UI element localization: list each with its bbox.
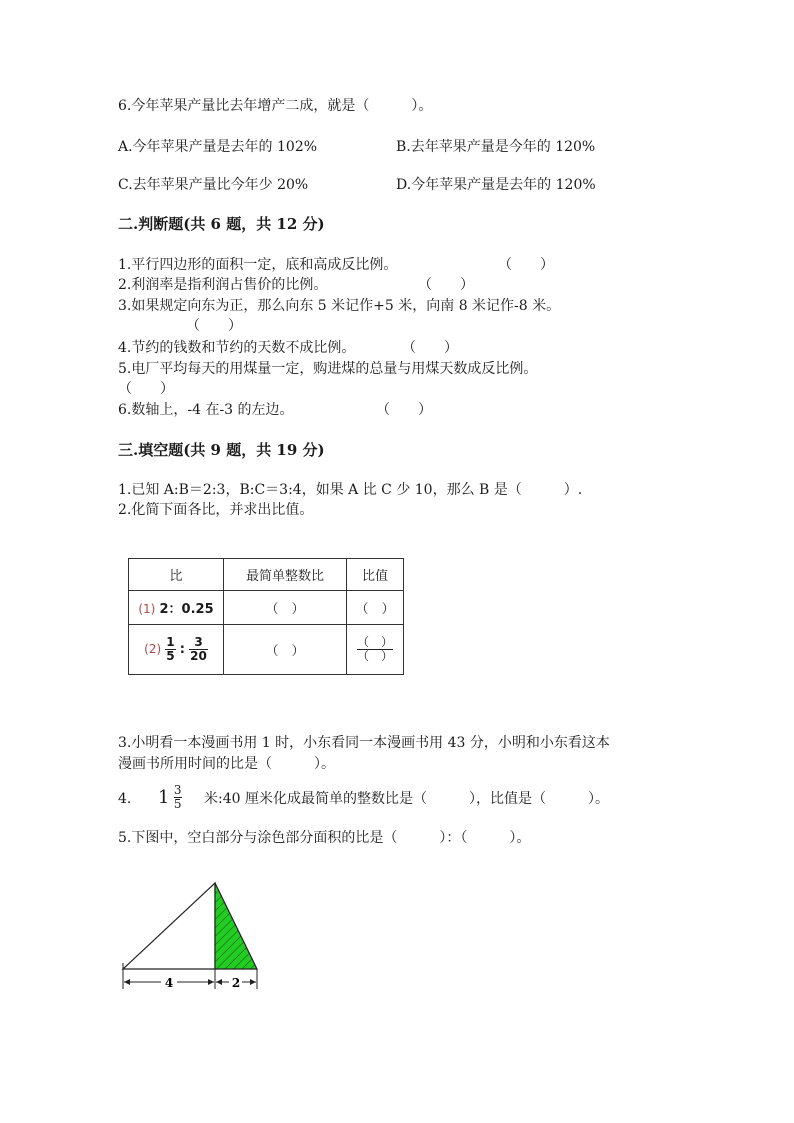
row-1-value-blank: （ ） [347,591,404,625]
section-2-title: 二.判断题(共 6 题，共 12 分) [118,215,325,233]
header-simplest-ratio: 最简单整数比 [224,559,347,591]
row-2-ratio-cell [129,625,224,675]
row-2-simplest-blank: （ ） [224,625,347,675]
fraction-three-twentieths: $\frac{3}{20}$ [190,635,207,663]
row-1-ratio-cell [129,591,224,625]
row-1-ratio: 2：0.25 [159,602,214,617]
fill-question-3-line1: 3.小明看一本漫画书用 1 时，小东看同一本漫画书用 43 分，小明和小东看这本 [118,735,610,751]
arrow-left-start [124,979,130,985]
value-fraction-blank: （ ） （ ） [356,635,393,663]
judge-item-6: 6.数轴上，-4 在-3 的左边。 [118,402,294,418]
judge-item-4: 4.节约的钱数和节约的天数不成比例。 [118,340,356,356]
fill-question-3-line2: 漫画书所用时间的比是（ ）。 [118,756,335,772]
header-ratio: 比 [129,559,224,591]
mixed-number: 1 $\frac{3}{5}$ [158,783,182,811]
row-1-simplest-blank: （ ） [224,591,347,625]
judge-blank-3: （ ） [186,318,242,334]
judge-item-3: 3.如果规定向东为正，那么向东 5 米记作+5 米，向南 8 米记作-8 米。 [118,298,561,314]
judge-blank-5: （ ） [118,381,174,397]
judge-blank-4: （ ） [402,340,458,356]
question-6-stem: 6.今年苹果产量比去年增产二成，就是（ ）。 [118,98,433,114]
row-2-number: (2) [144,642,162,656]
fraction-one-fifth: $\frac{1}{5}$ [166,635,175,663]
row-1-number: (1) [138,602,156,616]
fill-question-1: 1.已知 A:B＝2:3，B:C＝3:4，如果 A 比 C 少 10，那么 B 是（ ）. [118,482,583,498]
arrow-left-end [208,979,214,985]
judge-item-1: 1.平行四边形的面积一定，底和高成反比例。 [118,257,398,273]
length-label-left: 4 [164,976,174,990]
arrow-right-end [250,979,256,985]
ratio-colon: : [179,642,185,657]
arrow-right-start [216,979,222,985]
option-a: A.今年苹果产量是去年的 102% [118,139,318,155]
fill-question-4-text: 米:40 厘米化成最简单的整数比是（ ），比值是（ ）。 [204,791,609,807]
option-c: C.去年苹果产量比今年少 20% [118,177,309,193]
fill-question-2: 2.化简下面各比，并求出比值。 [118,502,314,518]
judge-item-2: 2.利润率是指利润占售价的比例。 [118,277,328,293]
length-label-right: 2 [231,976,241,990]
ratio-table [128,558,404,675]
row-2-value-blank [347,625,404,675]
option-b: B.去年苹果产量是今年的 120% [396,139,596,155]
triangle-figure [115,875,275,995]
judge-blank-1: （ ） [498,257,554,273]
judge-blank-2: （ ） [418,277,474,293]
shaded-triangle [215,883,257,969]
judge-blank-6: （ ） [376,402,432,418]
option-d: D.今年苹果产量是去年的 120% [396,177,596,193]
judge-item-5: 5.电厂平均每天的用煤量一定，购进煤的总量与用煤天数成反比例。 [118,361,538,377]
fill-question-5: 5.下图中，空白部分与涂色部分面积的比是（ ）：（ ）。 [118,830,531,846]
section-3-title: 三.填空题(共 9 题，共 19 分) [118,441,325,459]
fill-question-4-number: 4. [118,791,132,807]
blank-triangle [123,883,215,969]
header-ratio-value: 比值 [347,559,404,591]
